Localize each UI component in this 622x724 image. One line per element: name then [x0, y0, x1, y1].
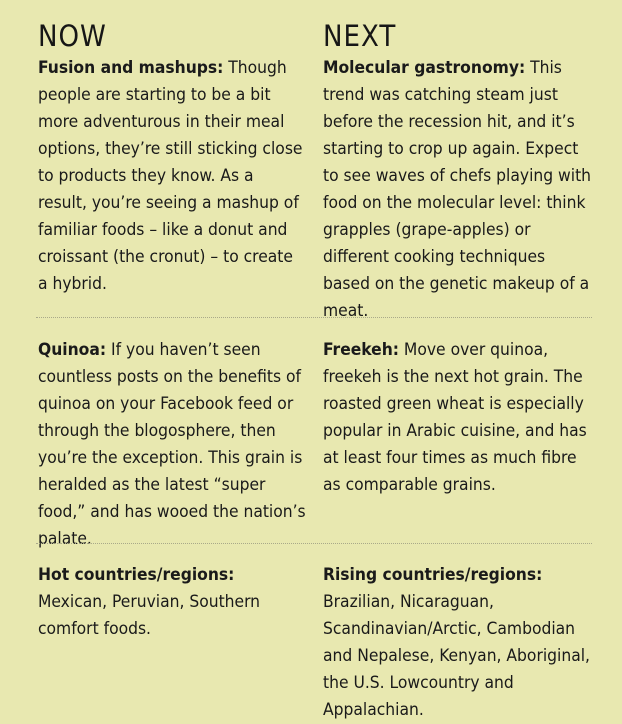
term-description: If you haven’t seen countless posts on the benefits of quinoa on your Facebook feed or through the blogosphere, then you’re the exception. This grain is heralded as the latest “super food,” and has wooed the nation’s palate.: [38, 340, 306, 549]
term-description: Brazilian, Nicaraguan, Scandinavian/Arctic, Cambodian and Nepalese, Kenyan, Aboriginal, the U.S. Lowcountry and Appalachian.: [323, 592, 590, 720]
row-divider: [36, 543, 592, 544]
now-cell-fusion: [38, 55, 306, 298]
term-description: Though people are starting to be a bit more adventurous in their meal options, they’re still sticking close to products they know. As a result, you’re seeing a mashup of familiar foods – like a donut and croissant (the cronut) – to create a hybrid.: [38, 58, 303, 294]
next-cell-molecular-gastronomy: [323, 55, 593, 325]
term-label: Hot countries/regions:: [38, 565, 235, 585]
column-header-next: NEXT: [323, 19, 397, 53]
now-cell-quinoa: [38, 337, 306, 553]
next-cell-rising-regions: [323, 562, 593, 724]
term-label: Rising countries/regions:: [323, 565, 543, 585]
term-description: This trend was catching steam just before the recession hit, and it’s starting to crop up again. Expect to see waves of chefs playing with food on the molecular level: think grapples (grape-apples) or different cooking techniques based on the genetic makeup of a meat.: [323, 58, 592, 321]
next-cell-freekeh: [323, 337, 593, 499]
row-divider: [36, 317, 592, 318]
column-header-now: NOW: [38, 19, 107, 53]
term-label: Freekeh:: [323, 340, 399, 360]
now-cell-hot-regions: [38, 562, 306, 643]
term-label: Quinoa:: [38, 340, 107, 360]
term-label: Molecular gastronomy:: [323, 58, 526, 78]
term-description: Move over quinoa, freekeh is the next hot grain. The roasted green wheat is especially popular in Arabic cuisine, and has at least four times as much fibre as comparable grains.: [323, 340, 587, 495]
term-description: Mexican, Peruvian, Southern comfort foods.: [38, 592, 261, 639]
term-label: Fusion and mashups:: [38, 58, 224, 78]
